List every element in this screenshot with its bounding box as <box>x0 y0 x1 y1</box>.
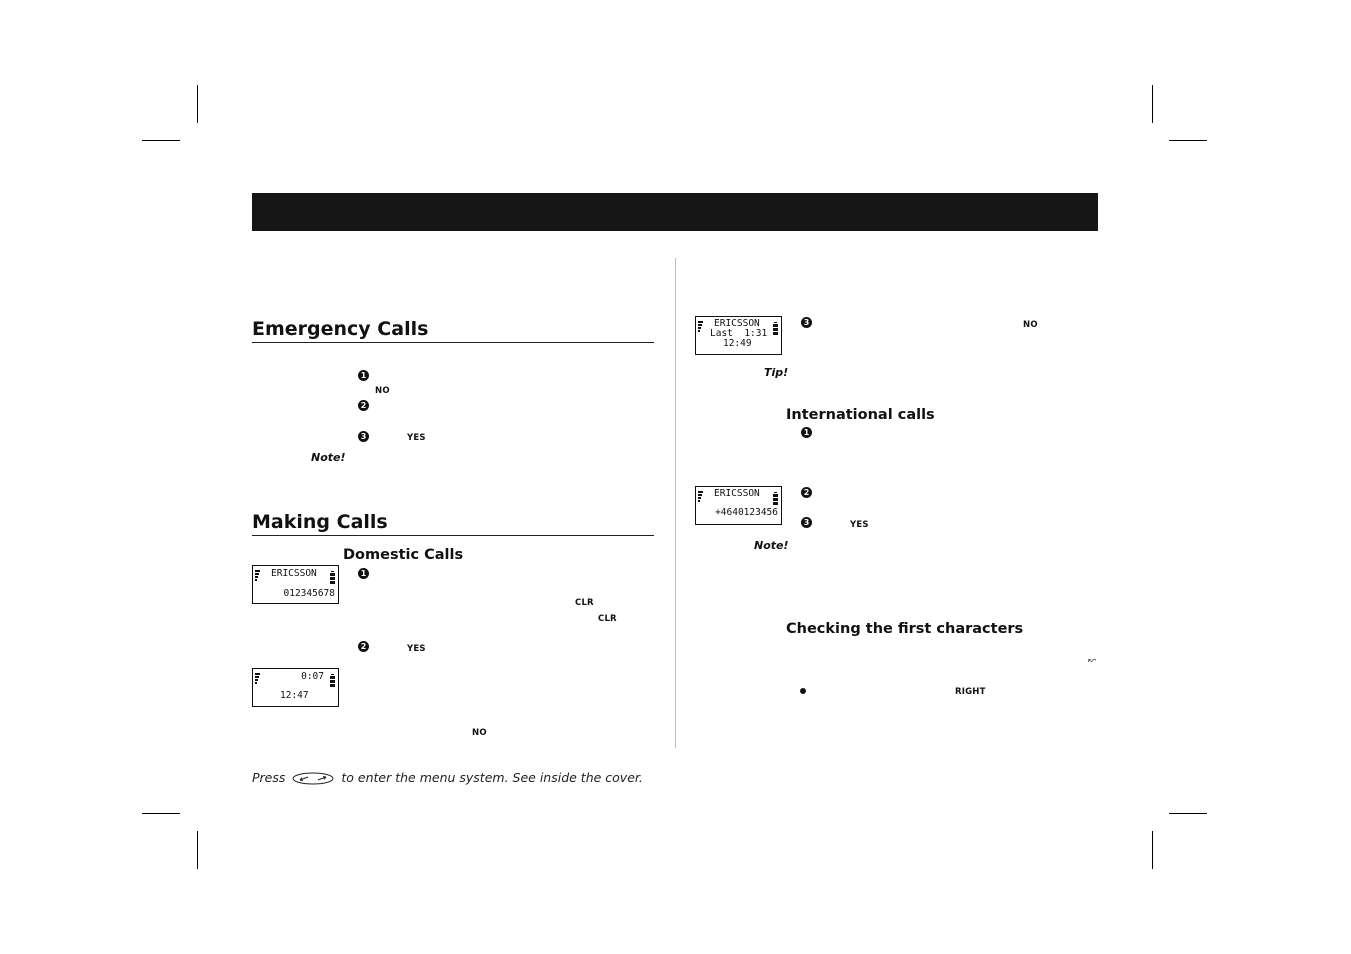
domestic-calls-heading: Domestic Calls <box>343 547 464 563</box>
signal-strength-icon <box>255 570 260 582</box>
key-right-label: RIGHT <box>955 687 986 697</box>
step-1-icon: 1 <box>358 568 369 579</box>
making-calls-heading: Making Calls <box>252 511 388 533</box>
step-1-icon: 1 <box>358 370 369 381</box>
key-no-label: NO <box>1023 320 1038 330</box>
battery-icon <box>330 674 335 688</box>
crop-mark <box>142 813 180 814</box>
checking-first-characters-heading: Checking the first characters <box>786 621 1024 637</box>
step-2-icon: 2 <box>801 487 812 498</box>
signal-strength-icon <box>255 673 260 685</box>
footer-instruction <box>252 770 643 785</box>
heading-rule <box>252 342 654 343</box>
key-no-label: NO <box>472 728 487 738</box>
note-label: Note! <box>311 451 346 464</box>
step-2-icon: 2 <box>358 641 369 652</box>
step-3-icon: 3 <box>801 317 812 328</box>
crop-mark <box>1169 140 1207 141</box>
battery-icon <box>330 571 335 585</box>
phone-display <box>252 668 339 707</box>
note-label: Note! <box>754 539 789 552</box>
display-line-3: +4640123456 <box>715 507 778 518</box>
crop-mark <box>1152 85 1153 123</box>
step-3-icon: 3 <box>358 431 369 442</box>
crop-mark <box>1169 813 1207 814</box>
key-clr-label: CLR <box>598 614 617 624</box>
key-yes-label: YES <box>850 520 869 530</box>
display-line-1: ERICSSON <box>714 488 760 499</box>
signal-strength-icon <box>698 321 703 333</box>
heading-rule <box>252 535 654 536</box>
display-line-3: 012345678 <box>283 588 335 599</box>
footer-text-after: to enter the menu system. See inside the cover. <box>341 770 643 785</box>
key-yes-label: YES <box>407 433 426 443</box>
bullet-icon <box>800 688 806 694</box>
header-bar <box>252 193 1098 231</box>
crop-mark <box>1152 831 1153 869</box>
key-no-label: NO <box>375 386 390 396</box>
step-3-icon: 3 <box>801 517 812 528</box>
display-line-3: 12:49 <box>723 338 752 349</box>
emergency-calls-heading: Emergency Calls <box>252 318 429 340</box>
tip-label: Tip! <box>764 366 789 379</box>
step-2-icon: 2 <box>358 400 369 411</box>
phone-display <box>695 316 782 355</box>
display-line-1: ERICSSON <box>714 318 760 329</box>
display-line-1: ERICSSON <box>271 568 317 579</box>
crop-mark <box>197 831 198 869</box>
display-line-1: 0:07 <box>301 671 324 682</box>
key-clr-label: CLR <box>575 598 594 608</box>
footer-text-before: Press <box>252 770 286 785</box>
crop-mark <box>197 85 198 123</box>
arrow-left-small-icon: ↜ <box>1088 655 1097 666</box>
display-line-3: 12:47 <box>280 690 309 701</box>
phone-display <box>252 565 339 604</box>
display-line-2: Last 1:31 <box>710 328 768 339</box>
battery-icon <box>773 322 778 336</box>
battery-icon <box>773 492 778 506</box>
step-1-icon: 1 <box>801 427 812 438</box>
international-calls-heading: International calls <box>786 407 935 423</box>
phone-display <box>695 486 782 525</box>
menu-arrows-key-icon <box>292 772 334 785</box>
crop-mark <box>142 140 180 141</box>
key-yes-label: YES <box>407 644 426 654</box>
signal-strength-icon <box>698 491 703 503</box>
column-divider <box>675 258 676 748</box>
